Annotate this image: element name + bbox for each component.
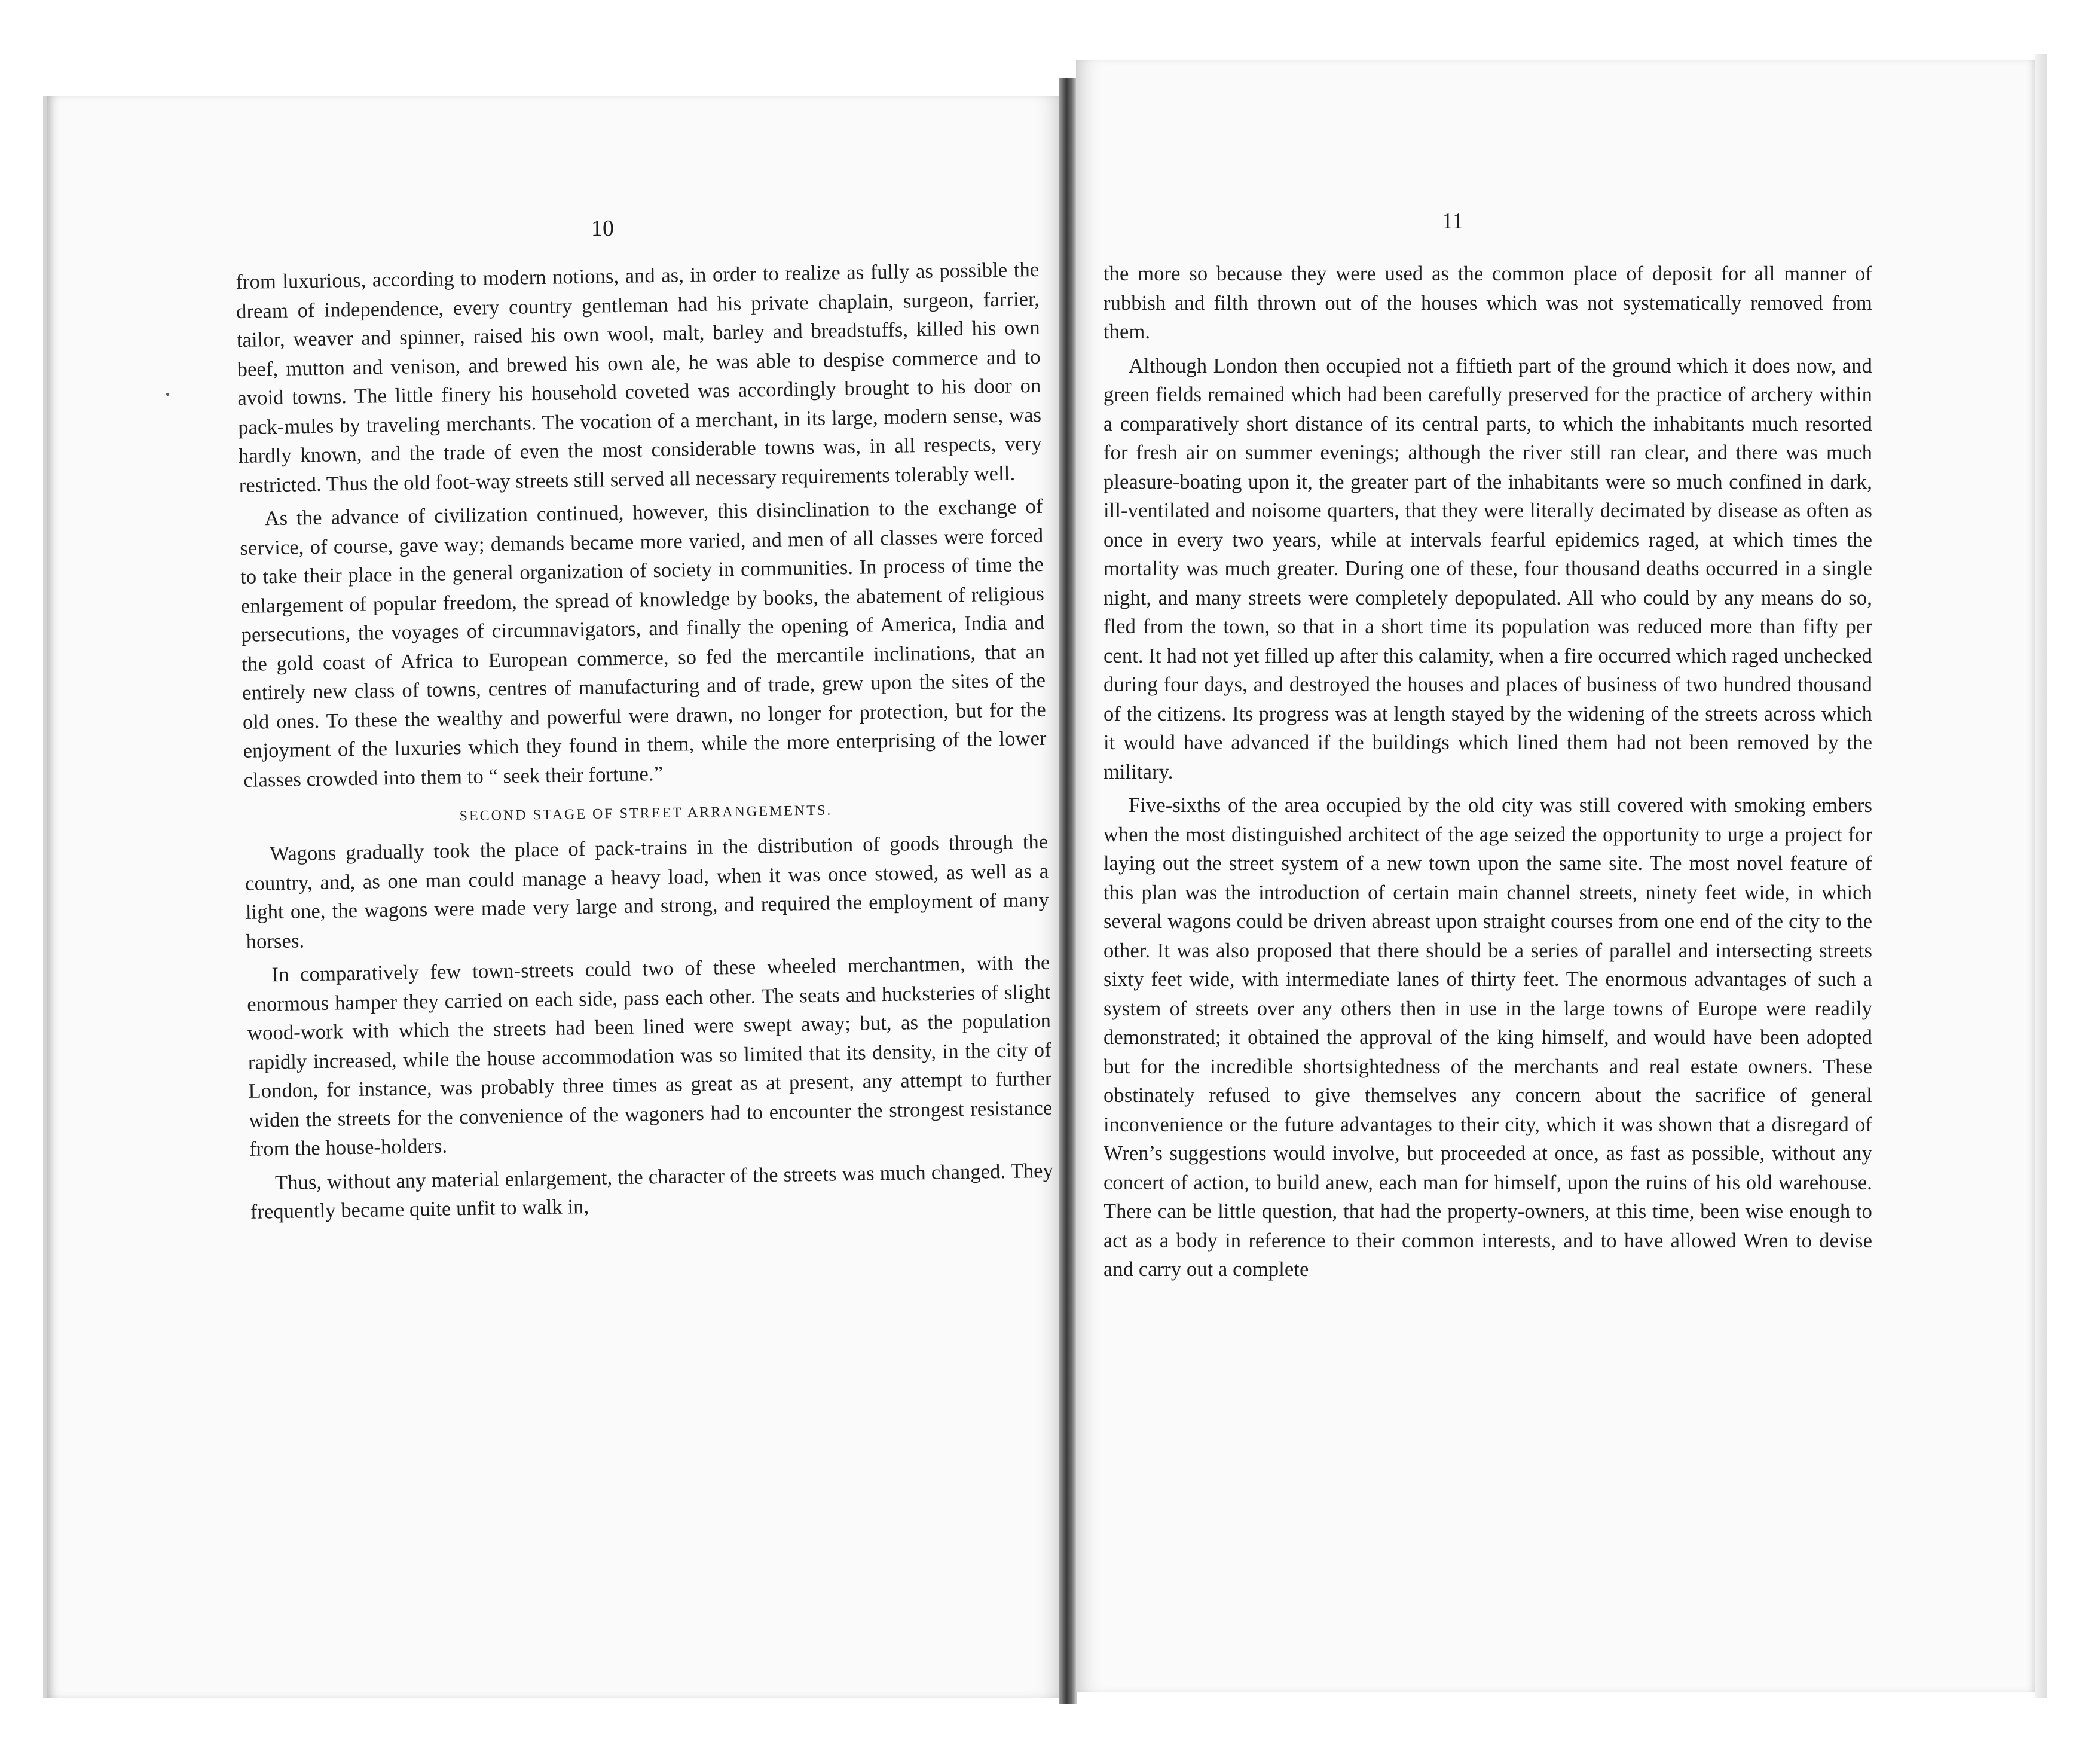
page-number-left: 10 (591, 216, 614, 241)
paragraph: As the advance of civilization continued, however, this disinclination to the exchange of service, of course, gave way; demands became more varied, and men of all classes were forced to take their place in the general organization of society in communities. In process of time the enlargement of popular freedom, the spread of knowledge by books, the abatement of religious persecutions, the voyages of circumnavigators, and finally the opening of America, India and the gold coast of Africa to European commerce, so fed the mercantile inclinations, that an entirely new class of towns, centres of manufacturing and of trade, grew upon the sites of the old ones. To these the wealthy and powerful were drawn, no longer for protection, but for the enjoyment of the luxuries which they found in them, while the more enterprising of the lower classes crowded into them to “ seek their fortune.” (240, 494, 1047, 792)
page-number-right: 11 (1441, 209, 1464, 234)
section-heading: SECOND STAGE OF STREET ARRANGEMENTS. (459, 802, 833, 825)
paragraph: Thus, without any material enlargement, the character of the streets was much changed. They frequently became quite unfit to walk in, (250, 1159, 1054, 1223)
paragraph: Although London then occupied not a fiftieth part of the ground which it does now, and green fields remained which had been carefully preserved for the practice of archery within a comparatively short distance of its central parts, to which the inhabitants much resorted for fresh air on summer evenings; although the river still ran clear, and there was much pleasure-boating upon it, the greater part of the inhabitants were so much confined in dark, ill-ventilated and noisome quarters, that they were literally decimated by disease as often as once in every two years, while at intervals fearful epidemics raged, at which times the mortality was much greater. During one of these, four thousand deaths occurred in a single night, and many streets were completely depopulated. All who could by any means do so, fled from the town, so that in a short time its population was reduced more than fifty per cent. It had not yet filled up after this calamity, when a fire occurred which raged unchecked during four days, and destroyed the houses and places of business of two hundred thousand of the citizens. Its progress was at length stayed by the widening of the streets across which it would have advanced if the buildings which lined them had not been removed by the military. (1104, 354, 1872, 783)
paragraph: from luxurious, according to modern notions, and as, in order to realize as fully as possible the dream of independence, every country gentleman had his private chaplain, surgeon, farrier, tailor, weaver and spinner, raised his own wool, malt, barley and breadstuffs, killed his own beef, mutton and venison, and brewed his own ale, he was able to despise commerce and to avoid towns. The little finery his household coveted was accordingly brought to his door on pack-mules by traveling merchants. The vocation of a merchant, in its large, modern sense, was hardly known, and the trade of even the most considerable towns was, in all respects, very restricted. Thus the old foot-way streets still served all necessary requirements tolerably well. (236, 258, 1043, 497)
book-gutter (1059, 78, 1077, 1704)
right-page (1076, 60, 2041, 1692)
page-edge (2035, 54, 2047, 1698)
left-page (43, 96, 1059, 1698)
paragraph: Wagons gradually took the place of pack-trains in the distribution of goods through the country, and, as one man could manage a heavy load, when it was once stowed, as well as a light one, the wagons were made very large and strong, and required the employment of many horses. (244, 830, 1050, 953)
paragraph: the more so because they were used as the common place of deposit for all manner of rubbish and filth thrown out of the houses which was not systematically removed from them. (1104, 262, 1872, 343)
paragraph: In comparatively few town-streets could two of these wheeled merchantmen, with the enormous hamper they carried on each side, pass each other. The seats and hucksteries of slight wood-work with which the streets had been lined were swept away; but, as the population rapidly increased, while the house accommodation was so limited that its density, in the city of London, for instance, was probably three times as great as at present, any attempt to further widen the streets for the convenience of the wagoners had to encounter the strongest resistance from the house-holders. (247, 951, 1053, 1161)
page-speck (166, 393, 169, 396)
right-page-text (1104, 260, 1872, 1289)
paragraph: Five-sixths of the area occupied by the old city was still covered with smoking embers when the most distinguished architect of the age seized the opportunity to urge a project for laying out the street system of a new town upon the same site. The most novel feature of this plan was the introduction of certain main channel streets, ninety feet wide, in which several wagons could be driven abreast upon straight courses from one end of the city to the other. It was also proposed that there should be a series of parallel and intersecting streets sixty feet wide, with intermediate lanes of thirty feet. The enormous advantages of such a system of streets over any others then in use in the large towns of Europe were readily demonstrated; it obtained the approval of the king himself, and would have been adopted but for the incredible shortsightedness of the merchants and real estate owners. These obstinately refused to give themselves any concern about the sacrifice of general inconvenience or the future advantages to their city, which it was shown that a disregard of Wren’s suggestions would involve, but proceeded at once, as fast as possible, without any concert of action, to build anew, each man for himself, upon the ruins of his old warehouse. There can be little question, that had the property-owners, at this time, been wise enough to act as a body in reference to their common interests, and to have allowed Wren to devise and carry out a complete (1104, 794, 1872, 1281)
left-page-text (236, 255, 1054, 1231)
